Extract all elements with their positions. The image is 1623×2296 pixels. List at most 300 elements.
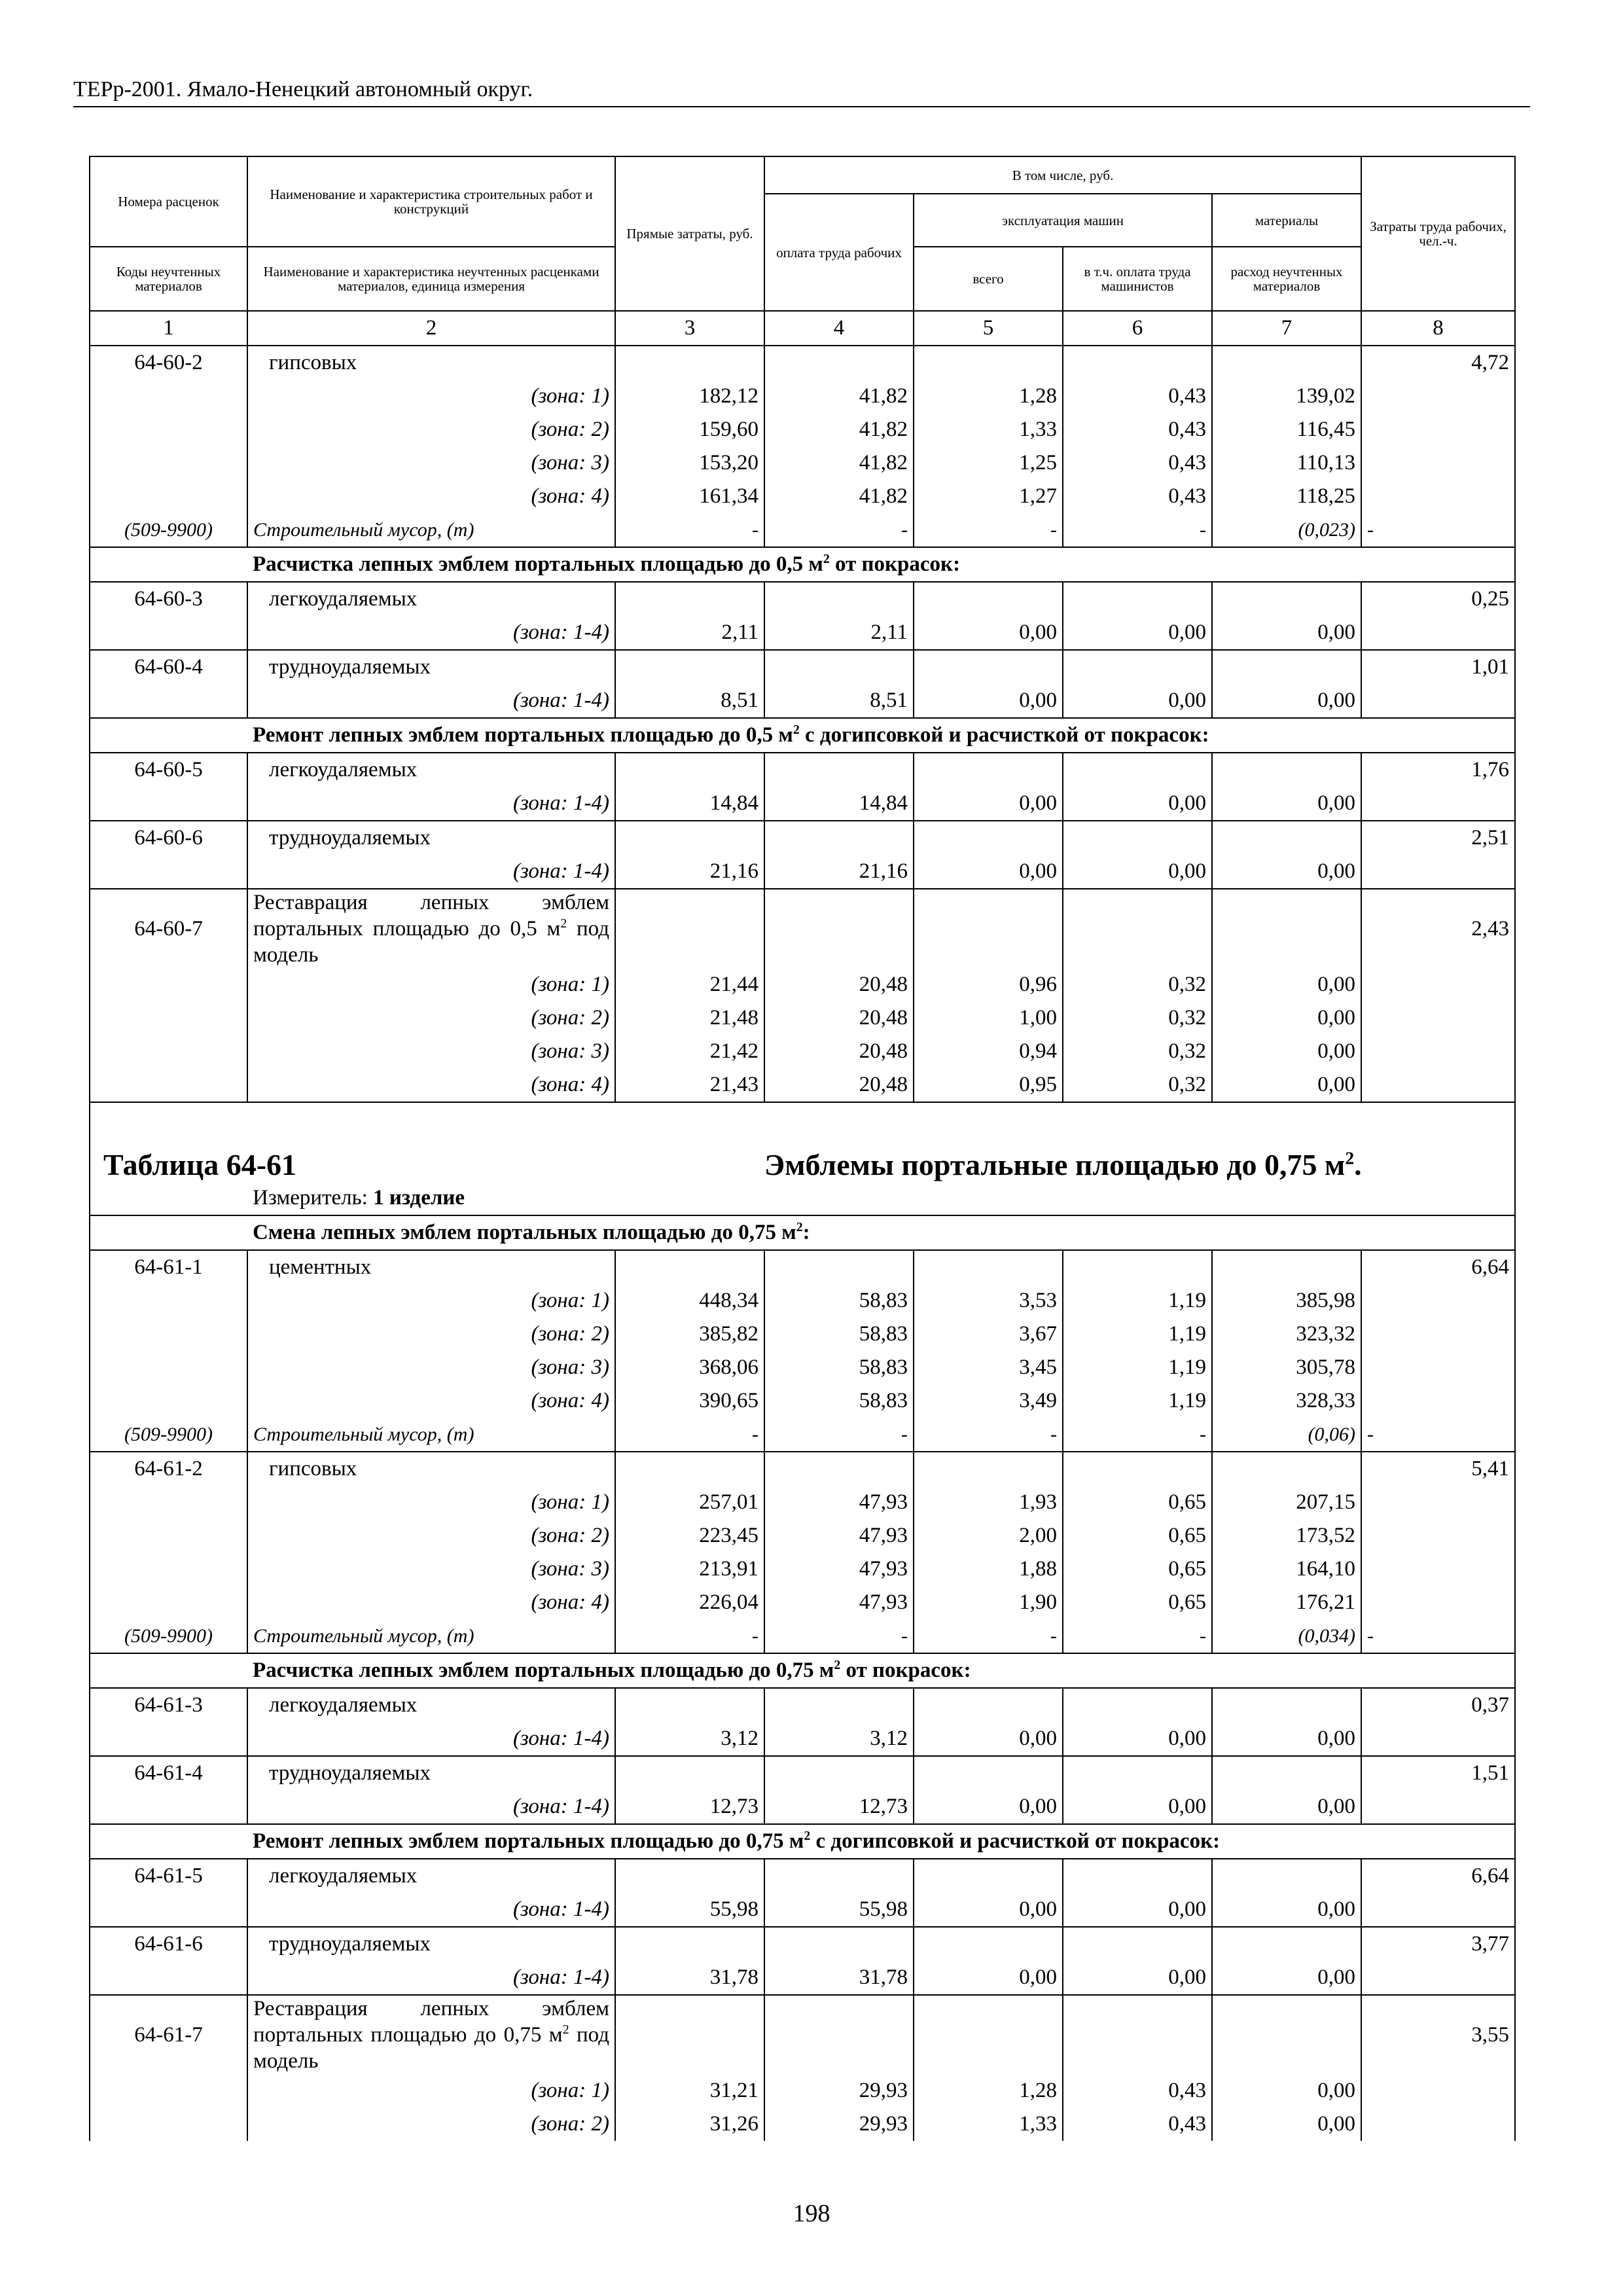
table-row — [90, 1486, 1515, 1519]
machine-value: 1,93 — [914, 1486, 1063, 1519]
table-row — [90, 1001, 1515, 1035]
labor-value: 3,77 — [1361, 1927, 1515, 1961]
section-title: Ремонт лепных эмблем портальных площадью до 0,5 $м^2$ с догипсовкой и расчисткой от покрасок: — [247, 718, 1515, 753]
direct-value: 55,98 — [615, 1893, 764, 1927]
machine-value: 1,27 — [914, 480, 1063, 513]
materials-value: 207,15 — [1212, 1486, 1361, 1519]
zone-label: (зона: 1) — [247, 1284, 615, 1318]
labor-value: 1,51 — [1361, 1756, 1515, 1790]
machine-value: 0,00 — [914, 855, 1063, 889]
header-col2-bottom: Наименование и характеристика неучтенных расценками материалов, единица измерения — [247, 247, 615, 311]
machine-value: 3,53 — [914, 1284, 1063, 1318]
labor-value: 1,01 — [1361, 650, 1515, 684]
direct-value: - — [615, 1418, 764, 1452]
table-row — [90, 1418, 1515, 1452]
pay-value: 20,48 — [764, 1035, 914, 1068]
header-materials-consumption: расход неучтенных материалов — [1212, 247, 1361, 311]
direct-value: 226,04 — [615, 1586, 764, 1619]
table-row — [90, 1961, 1515, 1995]
machine-value: 1,33 — [914, 2108, 1063, 2141]
work-name: трудноудаляемых — [247, 1927, 615, 1961]
direct-value: 21,44 — [615, 968, 764, 1001]
table-row — [90, 1384, 1515, 1418]
material-code: (509-9900) — [90, 1619, 247, 1653]
zone-label: (зона: 2) — [247, 413, 615, 446]
pay-value: 8,51 — [764, 684, 914, 718]
section-title: Расчистка лепных эмблем портальных площадью до 0,5 $м^2$ от покрасок: — [247, 547, 1515, 582]
zone-label: (зона: 1) — [247, 380, 615, 413]
pay-value: 20,48 — [764, 1068, 914, 1102]
zone-label: (зона: 4) — [247, 1068, 615, 1102]
operator-pay-value: 0,00 — [1063, 787, 1212, 821]
machine-value: 1,90 — [914, 1586, 1063, 1619]
machine-value: 0,00 — [914, 1722, 1063, 1756]
material-code: (509-9900) — [90, 1418, 247, 1452]
table-row — [90, 1995, 1515, 2074]
table-row — [90, 1068, 1515, 1102]
machine-value: - — [914, 1619, 1063, 1653]
operator-pay-value: 1,19 — [1063, 1384, 1212, 1418]
labor-value: 1,76 — [1361, 753, 1515, 787]
direct-value: 8,51 — [615, 684, 764, 718]
table-row — [90, 1790, 1515, 1824]
direct-value: 223,45 — [615, 1519, 764, 1552]
operator-pay-value: 0,65 — [1063, 1552, 1212, 1586]
header-col2-top: Наименование и характеристика строительных работ и конструкций — [247, 156, 615, 247]
zone-label: (зона: 1) — [247, 1486, 615, 1519]
operator-pay-value: 0,00 — [1063, 1893, 1212, 1927]
direct-value: 213,91 — [615, 1552, 764, 1586]
pay-value: 21,16 — [764, 855, 914, 889]
operator-pay-value: 0,00 — [1063, 616, 1212, 650]
direct-value: 31,21 — [615, 2074, 764, 2108]
work-name: легкоудаляемых — [247, 1859, 615, 1893]
operator-pay-value: 0,00 — [1063, 1961, 1212, 1995]
table-row — [90, 889, 1515, 968]
operator-pay-value: - — [1063, 513, 1212, 547]
table-row — [90, 1035, 1515, 1068]
operator-pay-value: 0,43 — [1063, 2108, 1212, 2141]
zone-label: (зона: 1-4) — [247, 616, 615, 650]
labor-value: 2,43 — [1361, 889, 1515, 968]
pay-value: 20,48 — [764, 1001, 914, 1035]
direct-value: 153,20 — [615, 446, 764, 480]
header-col1-top: Номера расценок — [90, 156, 247, 247]
pay-value: 58,83 — [764, 1284, 914, 1318]
labor-value: - — [1361, 1619, 1515, 1653]
labor-value: - — [1361, 513, 1515, 547]
pay-value: 55,98 — [764, 1893, 914, 1927]
table-row — [90, 1351, 1515, 1384]
operator-pay-value: 0,32 — [1063, 1068, 1212, 1102]
operator-pay-value: 0,65 — [1063, 1586, 1212, 1619]
material-code: (509-9900) — [90, 513, 247, 547]
table-row — [90, 2074, 1515, 2108]
rate-code: 64-60-6 — [90, 821, 247, 855]
column-number: 8 — [1361, 311, 1515, 346]
operator-pay-value: 1,19 — [1063, 1318, 1212, 1351]
table-row — [90, 1859, 1515, 1893]
zone-label: (зона: 4) — [247, 1586, 615, 1619]
materials-value: 0,00 — [1212, 1068, 1361, 1102]
materials-value: 0,00 — [1212, 787, 1361, 821]
pay-value: 3,12 — [764, 1722, 914, 1756]
zone-label: (зона: 1-4) — [247, 787, 615, 821]
work-name: гипсовых — [247, 346, 615, 380]
machine-value: 1,33 — [914, 413, 1063, 446]
materials-value: 328,33 — [1212, 1384, 1361, 1418]
zone-label: (зона: 2) — [247, 1519, 615, 1552]
pay-value: 41,82 — [764, 480, 914, 513]
work-name: Реставрация лепных эмблем портальных площадью до 0,75 $м^2$ под модель — [247, 1995, 615, 2074]
direct-value: 257,01 — [615, 1486, 764, 1519]
table-row — [90, 446, 1515, 480]
labor-value: 0,25 — [1361, 582, 1515, 616]
table-title: Эмблемы портальные площадью до 0,75 $м^2$. — [764, 1102, 1515, 1181]
operator-pay-value: 0,43 — [1063, 413, 1212, 446]
header-machines-total: всего — [914, 247, 1063, 311]
page-number: 198 — [793, 2200, 830, 2227]
pay-value: - — [764, 1418, 914, 1452]
work-name: легкоудаляемых — [247, 1688, 615, 1722]
materials-value: 164,10 — [1212, 1552, 1361, 1586]
material-name: Строительный мусор, (т) — [247, 1418, 615, 1452]
direct-value: 390,65 — [615, 1384, 764, 1418]
measurement-unit: Измеритель: 1 изделие — [247, 1181, 1515, 1215]
measure-row — [90, 1181, 1515, 1215]
operator-pay-value: 0,32 — [1063, 1035, 1212, 1068]
header-rule — [73, 106, 1530, 107]
table-row — [90, 1619, 1515, 1653]
rate-code: 64-60-2 — [90, 346, 247, 380]
table-row — [90, 821, 1515, 855]
operator-pay-value: 0,00 — [1063, 684, 1212, 718]
pay-value: 47,93 — [764, 1552, 914, 1586]
materials-value: 118,25 — [1212, 480, 1361, 513]
machine-value: 0,00 — [914, 1790, 1063, 1824]
column-number: 6 — [1063, 311, 1212, 346]
operator-pay-value: 0,32 — [1063, 968, 1212, 1001]
section-row — [90, 1653, 1515, 1688]
section-row — [90, 547, 1515, 582]
materials-value: 0,00 — [1212, 684, 1361, 718]
labor-value: 5,41 — [1361, 1452, 1515, 1486]
machine-value: 3,45 — [914, 1351, 1063, 1384]
table-row — [90, 1284, 1515, 1318]
operator-pay-value: 0,00 — [1063, 855, 1212, 889]
direct-value: - — [615, 513, 764, 547]
machine-value: 0,96 — [914, 968, 1063, 1001]
table-row — [90, 1318, 1515, 1351]
machine-value: 1,28 — [914, 380, 1063, 413]
operator-pay-value: 0,32 — [1063, 1001, 1212, 1035]
section-row — [90, 1215, 1515, 1250]
column-number: 5 — [914, 311, 1063, 346]
table-row — [90, 413, 1515, 446]
materials-value: 385,98 — [1212, 1284, 1361, 1318]
running-header: ТЕРр-2001. Ямало-Ненецкий автономный округ. — [73, 77, 533, 101]
machine-value: - — [914, 1418, 1063, 1452]
operator-pay-value: 0,43 — [1063, 446, 1212, 480]
section-title: Смена лепных эмблем портальных площадью до 0,75 $м^2$: — [247, 1215, 1515, 1250]
rate-code: 64-61-4 — [90, 1756, 247, 1790]
machine-value: 1,00 — [914, 1001, 1063, 1035]
pay-value: - — [764, 513, 914, 547]
pay-value: 31,78 — [764, 1961, 914, 1995]
operator-pay-value: 1,19 — [1063, 1351, 1212, 1384]
materials-value: 173,52 — [1212, 1519, 1361, 1552]
labor-value: 4,72 — [1361, 346, 1515, 380]
materials-value: 0,00 — [1212, 968, 1361, 1001]
work-name: трудноудаляемых — [247, 821, 615, 855]
table-row — [90, 855, 1515, 889]
table-row — [90, 1552, 1515, 1586]
materials-value: 0,00 — [1212, 1961, 1361, 1995]
materials-value: 0,00 — [1212, 2074, 1361, 2108]
rate-code: 64-60-4 — [90, 650, 247, 684]
table-row — [90, 1688, 1515, 1722]
pay-value: 47,93 — [764, 1519, 914, 1552]
labor-value: 3,55 — [1361, 1995, 1515, 2074]
table-row — [90, 582, 1515, 616]
header-operator-pay: в т.ч. оплата труда машинистов — [1063, 247, 1212, 311]
pay-value: 29,93 — [764, 2074, 914, 2108]
zone-label: (зона: 3) — [247, 1351, 615, 1384]
zone-label: (зона: 3) — [247, 446, 615, 480]
table-row — [90, 346, 1515, 380]
materials-value: 176,21 — [1212, 1586, 1361, 1619]
labor-value: 2,51 — [1361, 821, 1515, 855]
table-row — [90, 1722, 1515, 1756]
pay-value: 12,73 — [764, 1790, 914, 1824]
table-number: Таблица 64-61 — [90, 1102, 764, 1181]
materials-value: 0,00 — [1212, 1790, 1361, 1824]
work-name: Реставрация лепных эмблем портальных площадью до 0,5 $м^2$ под модель — [247, 889, 615, 968]
zone-label: (зона: 1) — [247, 2074, 615, 2108]
rate-code: 64-60-7 — [90, 889, 247, 968]
machine-value: 0,00 — [914, 684, 1063, 718]
section-title: Расчистка лепных эмблем портальных площадью до 0,75 $м^2$ от покрасок: — [247, 1653, 1515, 1688]
header-including-group: В том числе, руб. — [764, 156, 1361, 194]
header-col1-bottom: Коды неучтенных материалов — [90, 247, 247, 311]
direct-value: 21,16 — [615, 855, 764, 889]
materials-value: 116,45 — [1212, 413, 1361, 446]
labor-value: - — [1361, 1418, 1515, 1452]
direct-value: 161,34 — [615, 480, 764, 513]
table-row — [90, 480, 1515, 513]
materials-value: 0,00 — [1212, 1035, 1361, 1068]
column-number: 4 — [764, 311, 914, 346]
header-worker-pay: оплата труда рабочих — [764, 194, 914, 311]
machine-value: 0,94 — [914, 1035, 1063, 1068]
pay-value: 58,83 — [764, 1351, 914, 1384]
column-number: 3 — [615, 311, 764, 346]
pay-value: 47,93 — [764, 1486, 914, 1519]
direct-value: 2,11 — [615, 616, 764, 650]
header-direct-costs: Прямые затраты, руб. — [615, 156, 764, 311]
machine-value: 0,00 — [914, 1893, 1063, 1927]
table-row — [90, 513, 1515, 547]
operator-pay-value: 0,43 — [1063, 380, 1212, 413]
pay-value: 41,82 — [764, 380, 914, 413]
direct-value: - — [615, 1619, 764, 1653]
operator-pay-value: - — [1063, 1619, 1212, 1653]
machine-value: 0,00 — [914, 1961, 1063, 1995]
machine-value: - — [914, 513, 1063, 547]
table-row — [90, 1756, 1515, 1790]
table-row — [90, 380, 1515, 413]
rate-code: 64-60-3 — [90, 582, 247, 616]
zone-label: (зона: 2) — [247, 1318, 615, 1351]
table-row — [90, 787, 1515, 821]
material-name: Строительный мусор, (т) — [247, 513, 615, 547]
rate-code: 64-61-1 — [90, 1250, 247, 1284]
direct-value: 12,73 — [615, 1790, 764, 1824]
zone-label: (зона: 4) — [247, 1384, 615, 1418]
work-name: цементных — [247, 1250, 615, 1284]
zone-label: (зона: 1-4) — [247, 855, 615, 889]
materials-value: 0,00 — [1212, 1722, 1361, 1756]
labor-value: 0,37 — [1361, 1688, 1515, 1722]
materials-value: 323,32 — [1212, 1318, 1361, 1351]
operator-pay-value: 0,00 — [1063, 1790, 1212, 1824]
materials-value: 139,02 — [1212, 380, 1361, 413]
work-name: легкоудаляемых — [247, 582, 615, 616]
zone-label: (зона: 2) — [247, 2108, 615, 2141]
table-title-row — [90, 1102, 1515, 1181]
rates-table-frame — [89, 156, 1514, 2167]
zone-label: (зона: 3) — [247, 1552, 615, 1586]
direct-value: 31,26 — [615, 2108, 764, 2141]
table-row — [90, 1586, 1515, 1619]
machine-value: 2,00 — [914, 1519, 1063, 1552]
header-materials-group: материалы — [1212, 194, 1361, 247]
pay-value: 41,82 — [764, 413, 914, 446]
direct-value: 14,84 — [615, 787, 764, 821]
pay-value: 29,93 — [764, 2108, 914, 2141]
table-row — [90, 1519, 1515, 1552]
machine-value: 0,95 — [914, 1068, 1063, 1102]
pay-value: 41,82 — [764, 446, 914, 480]
materials-value: 0,00 — [1212, 855, 1361, 889]
work-name: гипсовых — [247, 1452, 615, 1486]
operator-pay-value: 0,00 — [1063, 1722, 1212, 1756]
materials-value: (0,023) — [1212, 513, 1361, 547]
column-number: 2 — [247, 311, 615, 346]
pay-value: 20,48 — [764, 968, 914, 1001]
machine-value: 1,28 — [914, 2074, 1063, 2108]
section-row — [90, 718, 1515, 753]
materials-value: (0,06) — [1212, 1418, 1361, 1452]
work-name: трудноудаляемых — [247, 650, 615, 684]
rates-table — [89, 156, 1516, 2141]
direct-value: 448,34 — [615, 1284, 764, 1318]
zone-label: (зона: 1-4) — [247, 684, 615, 718]
table-row — [90, 2108, 1515, 2141]
work-name: легкоудаляемых — [247, 753, 615, 787]
direct-value: 159,60 — [615, 413, 764, 446]
materials-value: (0,034) — [1212, 1619, 1361, 1653]
direct-value: 31,78 — [615, 1961, 764, 1995]
section-title: Ремонт лепных эмблем портальных площадью до 0,75 $м^2$ с догипсовкой и расчисткой от покрасок: — [247, 1824, 1515, 1859]
table-row — [90, 753, 1515, 787]
direct-value: 21,48 — [615, 1001, 764, 1035]
pay-value: 47,93 — [764, 1586, 914, 1619]
machine-value: 3,67 — [914, 1318, 1063, 1351]
materials-value: 0,00 — [1212, 1001, 1361, 1035]
table-row — [90, 1893, 1515, 1927]
direct-value: 385,82 — [615, 1318, 764, 1351]
header-machines-group: эксплуатация машин — [914, 194, 1212, 247]
machine-value: 0,00 — [914, 787, 1063, 821]
operator-pay-value: 0,43 — [1063, 480, 1212, 513]
table-row — [90, 968, 1515, 1001]
direct-value: 21,43 — [615, 1068, 764, 1102]
table-row — [90, 684, 1515, 718]
operator-pay-value: - — [1063, 1418, 1212, 1452]
zone-label: (зона: 1) — [247, 968, 615, 1001]
machine-value: 1,25 — [914, 446, 1063, 480]
rate-code: 64-61-2 — [90, 1452, 247, 1486]
work-name: трудноудаляемых — [247, 1756, 615, 1790]
rate-code: 64-61-7 — [90, 1995, 247, 2074]
pay-value: 58,83 — [764, 1384, 914, 1418]
zone-label: (зона: 4) — [247, 480, 615, 513]
operator-pay-value: 0,43 — [1063, 2074, 1212, 2108]
header-labor-costs: Затраты труда рабочих, чел.-ч. — [1361, 156, 1515, 311]
labor-value: 6,64 — [1361, 1859, 1515, 1893]
rate-code: 64-61-5 — [90, 1859, 247, 1893]
zone-label: (зона: 1-4) — [247, 1961, 615, 1995]
pay-value: 58,83 — [764, 1318, 914, 1351]
materials-value: 0,00 — [1212, 2108, 1361, 2141]
section-row — [90, 1824, 1515, 1859]
materials-value: 110,13 — [1212, 446, 1361, 480]
operator-pay-value: 0,65 — [1063, 1519, 1212, 1552]
material-name: Строительный мусор, (т) — [247, 1619, 615, 1653]
zone-label: (зона: 3) — [247, 1035, 615, 1068]
pay-value: - — [764, 1619, 914, 1653]
table-row — [90, 616, 1515, 650]
machine-value: 0,00 — [914, 616, 1063, 650]
operator-pay-value: 1,19 — [1063, 1284, 1212, 1318]
materials-value: 305,78 — [1212, 1351, 1361, 1384]
zone-label: (зона: 1-4) — [247, 1790, 615, 1824]
column-number: 7 — [1212, 311, 1361, 346]
table-row — [90, 650, 1515, 684]
table-row — [90, 1250, 1515, 1284]
column-number: 1 — [90, 311, 247, 346]
pay-value: 14,84 — [764, 787, 914, 821]
table-row — [90, 1452, 1515, 1486]
rate-code: 64-61-6 — [90, 1927, 247, 1961]
direct-value: 182,12 — [615, 380, 764, 413]
direct-value: 21,42 — [615, 1035, 764, 1068]
machine-value: 1,88 — [914, 1552, 1063, 1586]
materials-value: 0,00 — [1212, 1893, 1361, 1927]
pay-value: 2,11 — [764, 616, 914, 650]
table-row — [90, 1927, 1515, 1961]
zone-label: (зона: 1-4) — [247, 1893, 615, 1927]
machine-value: 3,49 — [914, 1384, 1063, 1418]
operator-pay-value: 0,65 — [1063, 1486, 1212, 1519]
materials-value: 0,00 — [1212, 616, 1361, 650]
direct-value: 3,12 — [615, 1722, 764, 1756]
zone-label: (зона: 2) — [247, 1001, 615, 1035]
labor-value: 6,64 — [1361, 1250, 1515, 1284]
rate-code: 64-60-5 — [90, 753, 247, 787]
zone-label: (зона: 1-4) — [247, 1722, 615, 1756]
